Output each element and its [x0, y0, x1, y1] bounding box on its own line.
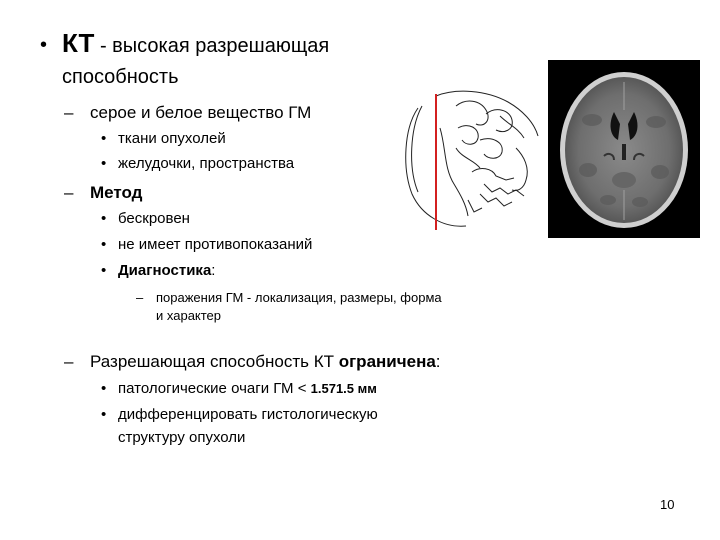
bullet-2a: •	[101, 210, 107, 227]
dash-3: –	[136, 290, 144, 305]
dash-2: –	[64, 183, 74, 202]
item-ventricles: желудочки, пространства	[118, 155, 295, 172]
item-histology-line2: структуру опухоли	[118, 429, 246, 446]
page-number: 10	[660, 497, 675, 512]
item-diagnostics	[118, 262, 215, 279]
item-histology-line1: дифференцировать гистологическую	[118, 406, 378, 423]
title-line1	[62, 28, 329, 59]
resolution-limited: ограничена	[338, 352, 436, 371]
method-label: Метод	[90, 183, 143, 202]
dash-4: –	[64, 352, 74, 371]
item-no-contraindications: не имеет противопоказаний	[118, 236, 313, 253]
title-kt: КТ	[62, 28, 95, 58]
bullet-1a: •	[101, 130, 107, 147]
item-resolution	[90, 352, 441, 372]
title-line2: способность	[62, 66, 179, 88]
resolution-colon: :	[435, 352, 441, 371]
item-gray-white-matter: серое и белое вещество ГМ	[90, 103, 312, 122]
bullet-2c: •	[101, 262, 107, 279]
resolution-prefix: Разрешающая способность КТ	[90, 352, 339, 371]
item-lesion-line2: и характер	[156, 308, 222, 323]
foci-value: 1.571.5 мм	[310, 381, 377, 396]
title-rest: - высокая разрешающая	[94, 35, 330, 57]
ct-scan-image	[548, 60, 700, 238]
bullet-3b: •	[101, 406, 107, 423]
foci-prefix: патологические очаги ГМ <	[118, 380, 311, 397]
head-scan-plane-diagram	[396, 88, 552, 230]
bullet-1b: •	[101, 155, 107, 172]
item-tumor-tissue: ткани опухолей	[118, 130, 226, 147]
item-bloodless: бескровен	[118, 210, 190, 227]
item-foci	[118, 380, 377, 397]
bullet-2b: •	[101, 236, 107, 253]
bullet-3a: •	[101, 380, 107, 397]
dash-1: –	[64, 103, 74, 122]
item-lesion-line1: поражения ГМ - локализация, размеры, форма	[156, 290, 442, 305]
diagnostics-colon: :	[211, 262, 216, 279]
diagnostics-label: Диагностика	[118, 262, 212, 279]
title-bullet: •	[40, 34, 48, 56]
